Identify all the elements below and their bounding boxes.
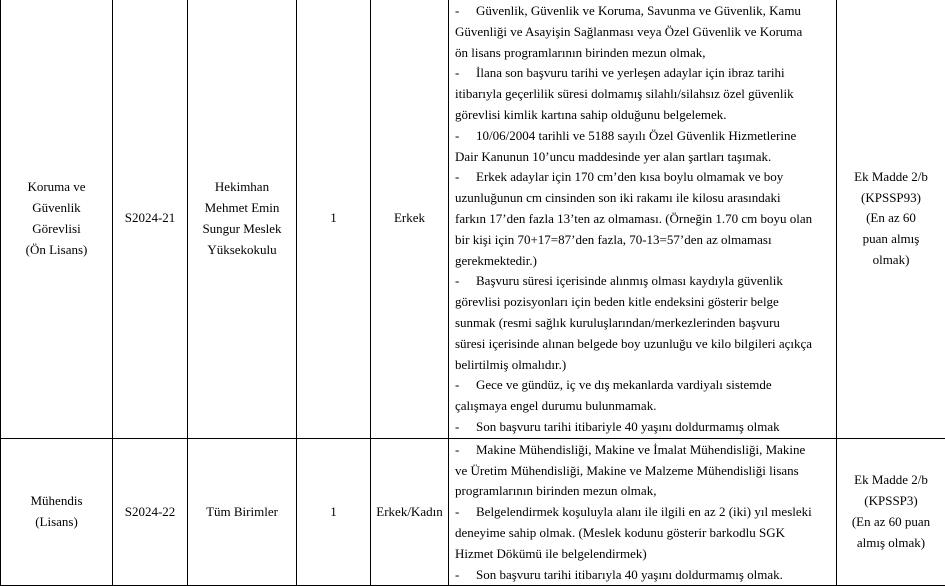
score-cell: Ek Madde 2/b (KPSSP3) (En az 60 puan almış olmak) bbox=[837, 438, 945, 586]
requirement-item: - Gece ve gündüz, iç ve dış mekanlarda vardiyalı sistemde çalışmaya engel durumu bulunmamak. bbox=[455, 375, 830, 417]
position-cell: Koruma ve Güvenlik Görevlisi (Ön Lisans) bbox=[1, 0, 113, 438]
requirement-item: - İlana son başvuru tarihi ve yerleşen adaylar için ibraz tarihi itibarıyla geçerlilik süresi dolmamış silahlı/silahsız özel güvenlik görevlisi kimlik kartına sahip olduğunu belgelemek. bbox=[455, 63, 830, 125]
unit-cell: Hekimhan Mehmet Emin Sungur Meslek Yüksekokulu bbox=[188, 0, 297, 438]
unit-cell: Tüm Birimler bbox=[188, 438, 297, 586]
table-row bbox=[1, 0, 945, 438]
requirements-cell bbox=[449, 0, 837, 438]
code-cell: S2024-21 bbox=[113, 0, 188, 438]
requirement-item: - Başvuru süresi içerisinde alınmış olması kaydıyla güvenlik görevlisi pozisyonları için beden kitle endeksini gösterir belge sunmak (resmi sağlık kuruluşlarından/merkezlerinden başvuru süresi içerisinde alınan belgede boy uzunluğu ve kilo bilgileri açıkça belirtilmiş olmalıdır.) bbox=[455, 271, 830, 375]
table-row bbox=[1, 438, 945, 586]
gender-cell: Erkek bbox=[371, 0, 449, 438]
code-cell: S2024-22 bbox=[113, 438, 188, 586]
count-cell: 1 bbox=[297, 0, 371, 438]
requirement-item: - 10/06/2004 tarihli ve 5188 sayılı Özel Güvenlik Hizmetlerine Dair Kanunun 10’uncu maddesinde yer alan şartları taşımak. bbox=[455, 126, 830, 168]
count-cell: 1 bbox=[297, 438, 371, 586]
requirement-item: - Makine Mühendisliği, Makine ve İmalat Mühendisliği, Makine ve Üretim Mühendisliği, Makine ve Malzeme Mühendisliği lisans programlarının birinden mezun olmak, bbox=[455, 440, 830, 502]
gender-cell: Erkek/Kadın bbox=[371, 438, 449, 586]
requirement-item: - Güvenlik, Güvenlik ve Koruma, Savunma ve Güvenlik, Kamu Güvenliği ve Asayişin Sağlanması veya Özel Güvenlik ve Koruma ön lisans programlarının birinden mezun olmak, bbox=[455, 1, 830, 63]
score-cell: Ek Madde 2/b (KPSSP93) (En az 60 puan almış olmak) bbox=[837, 0, 945, 438]
requirement-item: - Son başvuru tarihi itibarıyla 40 yaşını doldurmamış olmak. bbox=[455, 565, 830, 586]
requirements-cell bbox=[449, 438, 837, 586]
requirement-item: - Erkek adaylar için 170 cm’den kısa boylu olmamak ve boy uzunluğunun cm cinsinden son iki rakamı ile kilosu arasındaki farkın 17’den fazla 13’ten az olmaması. (Örneğin 1.70 cm boyu olan bir kişi için 70+17=87’den fazla, 70-13=57’den az olmaması gerekmektedir.) bbox=[455, 167, 830, 271]
position-cell: Mühendis (Lisans) bbox=[1, 438, 113, 586]
requirement-item: - Son başvuru tarihi itibariyle 40 yaşını doldurmamış olmak bbox=[455, 417, 830, 438]
requirement-item: - Belgelendirmek koşuluyla alanı ile ilgili en az 2 (iki) yıl mesleki deneyime sahip olmak. (Meslek kodunu gösterir barkodlu SGK Hizmet Dökümü ile belgelendirmek) bbox=[455, 502, 830, 564]
